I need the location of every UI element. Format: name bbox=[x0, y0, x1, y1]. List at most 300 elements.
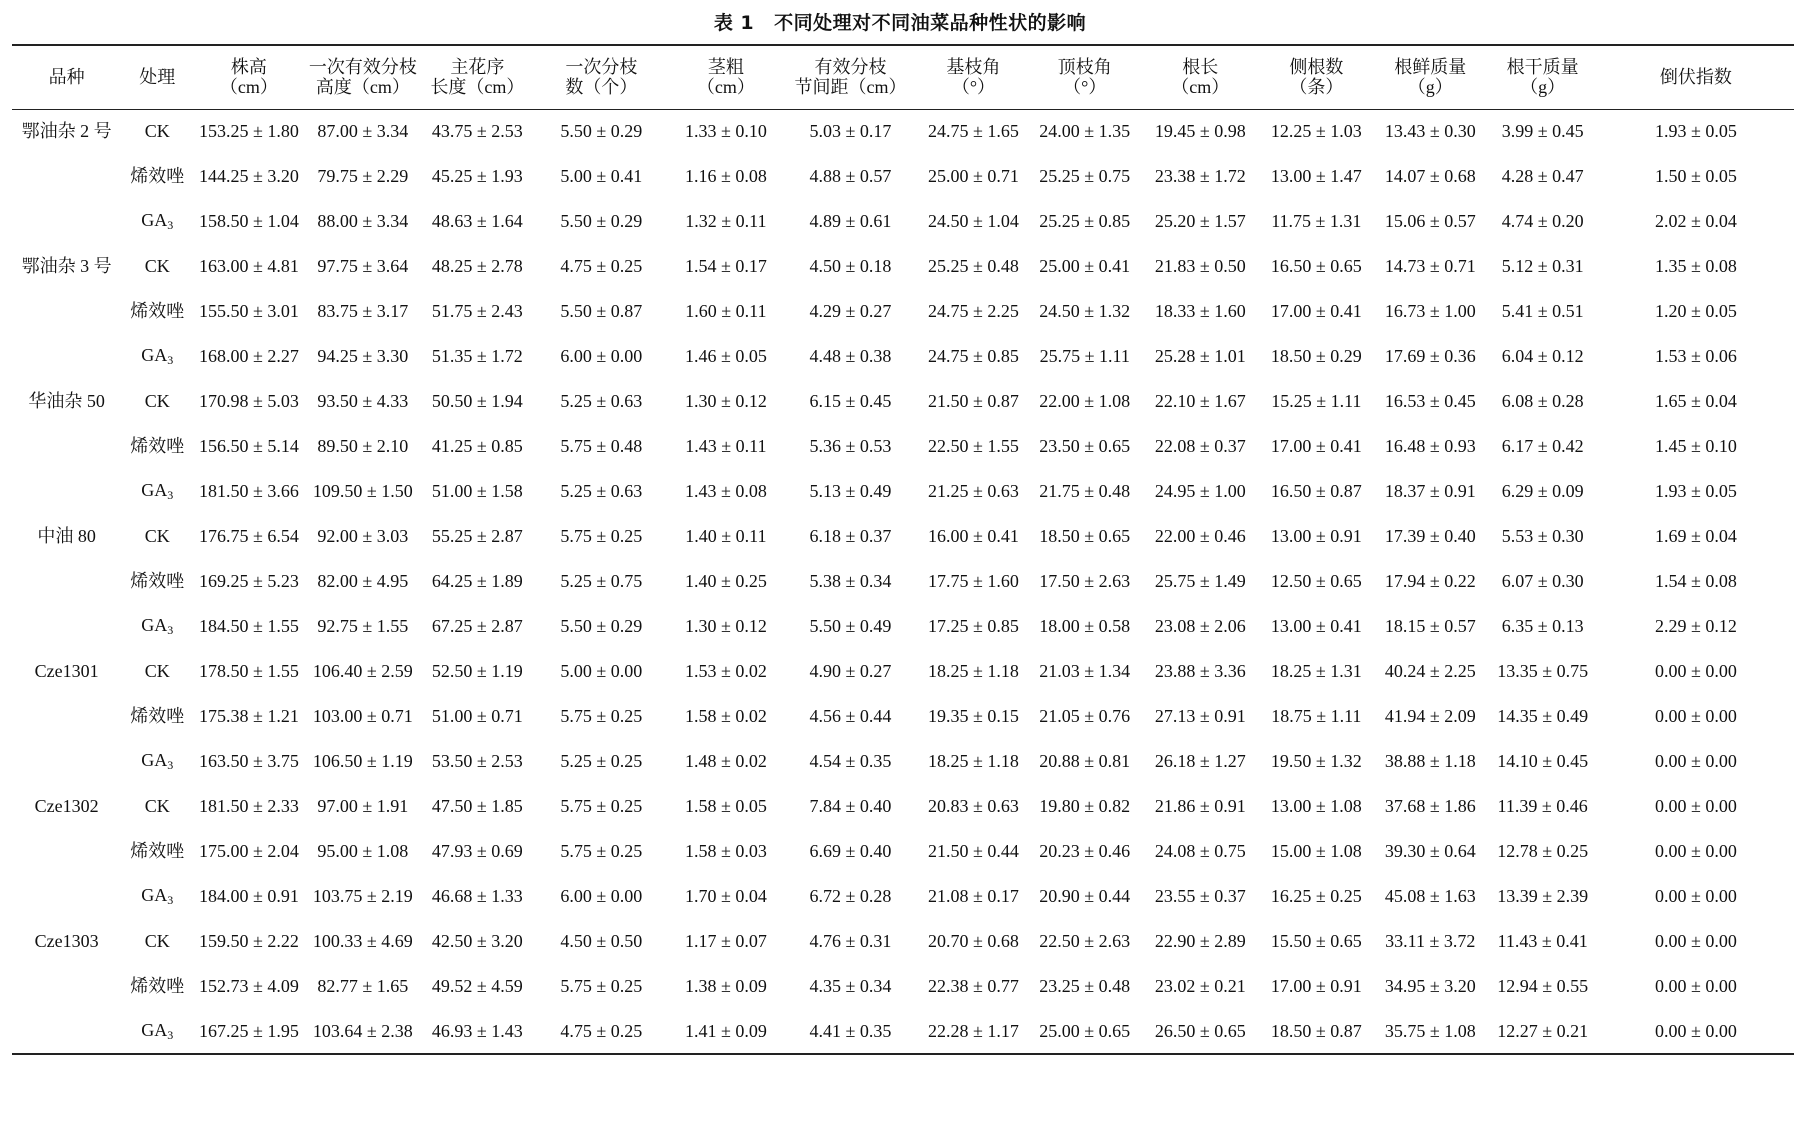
value-cell: 25.25 ± 0.75 bbox=[1039, 166, 1131, 187]
value-cell: 6.35 ± 0.13 bbox=[1501, 616, 1584, 637]
value-cell: 22.08 ± 0.37 bbox=[1154, 436, 1246, 457]
value-cell: 16.73 ± 1.00 bbox=[1384, 301, 1476, 322]
table-row bbox=[12, 514, 1794, 559]
value-cell: 1.46 ± 0.05 bbox=[684, 346, 767, 367]
value-cell: 0.00 ± 0.00 bbox=[1598, 1009, 1794, 1054]
value-cell: 184.50 ± 1.55 bbox=[198, 616, 299, 637]
value-cell: 16.25 ± 0.25 bbox=[1270, 886, 1362, 907]
value-cell: 0.00 ± 0.00 bbox=[1654, 661, 1737, 682]
value-cell: 5.50 ± 0.87 bbox=[560, 301, 643, 322]
value-cell: 21.08 ± 0.17 bbox=[927, 886, 1019, 907]
value-cell: 23.25 ± 0.48 bbox=[1039, 976, 1131, 997]
value-cell: 5.75 ± 0.25 bbox=[560, 841, 643, 862]
value-cell: 1.93 ± 0.05 bbox=[1654, 481, 1737, 502]
treatment-cell bbox=[121, 694, 193, 739]
table-row bbox=[12, 1009, 1794, 1054]
value-cell: 13.43 ± 0.30 bbox=[1384, 121, 1476, 142]
value-cell: 4.74 ± 0.20 bbox=[1501, 211, 1584, 232]
value-cell: 1.40 ± 0.11 bbox=[685, 526, 767, 547]
table-row bbox=[12, 784, 1794, 829]
col-root-dry-mass: 根干质量 （g） bbox=[1488, 45, 1598, 109]
value-cell: 4.28 ± 0.47 bbox=[1501, 166, 1584, 187]
col-branch-number: 一次分枝 数（个） bbox=[534, 45, 670, 109]
table-row bbox=[12, 244, 1794, 289]
value-cell: 48.63 ± 1.64 bbox=[431, 211, 523, 232]
value-cell: 2.02 ± 0.04 bbox=[1654, 211, 1737, 232]
value-cell: 19.80 ± 0.82 bbox=[1039, 796, 1131, 817]
value-cell: 17.75 ± 1.60 bbox=[927, 571, 1019, 592]
value-cell: 21.50 ± 0.44 bbox=[927, 841, 1019, 862]
value-cell: 1.70 ± 0.04 bbox=[684, 886, 767, 907]
value-cell: 15.25 ± 1.11 bbox=[1271, 391, 1362, 412]
treatment-cell bbox=[121, 289, 193, 334]
value-cell: 22.28 ± 1.17 bbox=[918, 1009, 1028, 1054]
value-cell: 17.00 ± 0.91 bbox=[1270, 976, 1362, 997]
value-cell: 97.75 ± 3.64 bbox=[317, 256, 409, 277]
value-cell: 83.75 ± 3.17 bbox=[317, 301, 409, 322]
value-cell: 25.28 ± 1.01 bbox=[1154, 346, 1246, 367]
treatment-cell bbox=[121, 874, 193, 919]
value-cell: 37.68 ± 1.86 bbox=[1384, 796, 1476, 817]
variety-cell bbox=[12, 334, 121, 379]
value-cell: 5.50 ± 0.49 bbox=[809, 616, 892, 637]
value-cell: 3.99 ± 0.45 bbox=[1501, 121, 1584, 142]
value-cell: 24.50 ± 1.32 bbox=[1039, 301, 1131, 322]
value-cell: 1.53 ± 0.06 bbox=[1654, 346, 1737, 367]
value-cell: 6.72 ± 0.28 bbox=[809, 886, 892, 907]
treatment-label: GA bbox=[141, 345, 168, 366]
value-cell: 23.88 ± 3.36 bbox=[1154, 661, 1246, 682]
value-cell: 22.38 ± 0.77 bbox=[927, 976, 1019, 997]
value-cell: 45.25 ± 1.93 bbox=[431, 166, 523, 187]
treatment-cell bbox=[121, 649, 193, 694]
value-cell: 6.18 ± 0.37 bbox=[809, 526, 892, 547]
value-cell: 2.29 ± 0.12 bbox=[1654, 616, 1737, 637]
value-cell: 13.39 ± 2.39 bbox=[1497, 886, 1589, 907]
table-row bbox=[12, 379, 1794, 424]
value-cell: 20.88 ± 0.81 bbox=[1039, 751, 1131, 772]
value-cell: 1.48 ± 0.02 bbox=[684, 751, 767, 772]
value-cell: 5.53 ± 0.30 bbox=[1501, 526, 1584, 547]
col-root-fresh-mass: 根鲜质量 （g） bbox=[1373, 45, 1487, 109]
treatment-cell bbox=[121, 919, 193, 964]
value-cell: 25.00 ± 0.41 bbox=[1039, 256, 1131, 277]
treatment-label: CK bbox=[144, 526, 170, 547]
value-cell: 22.00 ± 0.46 bbox=[1154, 526, 1246, 547]
value-cell: 169.25 ± 5.23 bbox=[198, 571, 299, 592]
variety-cell bbox=[12, 469, 121, 514]
table-row bbox=[12, 334, 1794, 379]
traits-table bbox=[12, 44, 1794, 1055]
value-cell: 18.37 ± 0.91 bbox=[1384, 481, 1476, 502]
value-cell: 82.77 ± 1.65 bbox=[317, 976, 409, 997]
value-cell: 24.95 ± 1.00 bbox=[1154, 481, 1246, 502]
table-title: 不同处理对不同油菜品种性状的影响 bbox=[774, 12, 1087, 34]
value-cell: 1.45 ± 0.10 bbox=[1654, 436, 1737, 457]
value-cell: 0.00 ± 0.00 bbox=[1654, 931, 1737, 952]
value-cell: 47.93 ± 0.69 bbox=[431, 841, 523, 862]
table-row bbox=[12, 424, 1794, 469]
value-cell: 109.50 ± 1.50 bbox=[312, 481, 413, 502]
value-cell: 20.83 ± 0.63 bbox=[927, 796, 1019, 817]
value-cell: 4.50 ± 0.50 bbox=[560, 931, 643, 952]
value-cell: 26.50 ± 0.65 bbox=[1141, 1009, 1260, 1054]
value-cell: 1.16 ± 0.08 bbox=[684, 166, 767, 187]
value-cell: 1.53 ± 0.02 bbox=[684, 661, 767, 682]
treatment-cell bbox=[121, 1009, 193, 1054]
value-cell: 5.75 ± 0.25 bbox=[560, 796, 643, 817]
value-cell: 11.39 ± 0.46 bbox=[1497, 796, 1588, 817]
value-cell: 14.10 ± 0.45 bbox=[1497, 751, 1589, 772]
value-cell: 97.00 ± 1.91 bbox=[317, 796, 409, 817]
value-cell: 4.76 ± 0.31 bbox=[809, 931, 892, 952]
value-cell: 21.75 ± 0.48 bbox=[1039, 481, 1131, 502]
value-cell: 1.58 ± 0.02 bbox=[684, 706, 767, 727]
value-cell: 4.90 ± 0.27 bbox=[809, 661, 892, 682]
col-top-angle: 顶枝角 （°） bbox=[1029, 45, 1141, 109]
value-cell: 64.25 ± 1.89 bbox=[431, 571, 523, 592]
treatment-label: GA bbox=[141, 885, 168, 906]
value-cell: 175.00 ± 2.04 bbox=[198, 841, 299, 862]
treatment-label: 烯效唑 bbox=[130, 976, 185, 997]
treatment-label: CK bbox=[144, 796, 170, 817]
value-cell: 5.03 ± 0.17 bbox=[809, 121, 892, 142]
value-cell: 5.25 ± 0.75 bbox=[560, 571, 643, 592]
value-cell: 17.50 ± 2.63 bbox=[1039, 571, 1131, 592]
value-cell: 1.38 ± 0.09 bbox=[684, 976, 767, 997]
value-cell: 41.94 ± 2.09 bbox=[1384, 706, 1476, 727]
value-cell: 46.93 ± 1.43 bbox=[421, 1009, 533, 1054]
value-cell: 88.00 ± 3.34 bbox=[317, 211, 409, 232]
value-cell: 17.25 ± 0.85 bbox=[927, 616, 1019, 637]
value-cell: 33.11 ± 3.72 bbox=[1385, 931, 1476, 952]
value-cell: 13.35 ± 0.75 bbox=[1497, 661, 1589, 682]
value-cell: 168.00 ± 2.27 bbox=[198, 346, 299, 367]
value-cell: 18.25 ± 1.18 bbox=[927, 751, 1019, 772]
value-cell: 1.65 ± 0.04 bbox=[1654, 391, 1737, 412]
value-cell: 4.41 ± 0.35 bbox=[783, 1009, 919, 1054]
value-cell: 18.25 ± 1.18 bbox=[927, 661, 1019, 682]
treatment-label: GA bbox=[141, 750, 168, 771]
value-cell: 18.50 ± 0.65 bbox=[1039, 526, 1131, 547]
value-cell: 100.33 ± 4.69 bbox=[312, 931, 413, 952]
value-cell: 6.04 ± 0.12 bbox=[1501, 346, 1584, 367]
treatment-cell bbox=[121, 829, 193, 874]
value-cell: 34.95 ± 3.20 bbox=[1384, 976, 1476, 997]
col-lateral-roots: 侧根数 （条） bbox=[1260, 45, 1373, 109]
value-cell: 45.08 ± 1.63 bbox=[1384, 886, 1476, 907]
treatment-cell bbox=[121, 604, 193, 649]
value-cell: 13.00 ± 1.47 bbox=[1270, 166, 1362, 187]
value-cell: 92.00 ± 3.03 bbox=[317, 526, 409, 547]
value-cell: 13.00 ± 0.91 bbox=[1270, 526, 1362, 547]
value-cell: 181.50 ± 2.33 bbox=[198, 796, 299, 817]
value-cell: 1.60 ± 0.11 bbox=[685, 301, 767, 322]
value-cell: 16.53 ± 0.45 bbox=[1384, 391, 1476, 412]
value-cell: 21.25 ± 0.63 bbox=[927, 481, 1019, 502]
value-cell: 67.25 ± 2.87 bbox=[431, 616, 523, 637]
value-cell: 6.15 ± 0.45 bbox=[809, 391, 892, 412]
value-cell: 41.25 ± 0.85 bbox=[431, 436, 523, 457]
value-cell: 21.05 ± 0.76 bbox=[1039, 706, 1131, 727]
table-row bbox=[12, 469, 1794, 514]
table-row bbox=[12, 649, 1794, 694]
value-cell: 1.40 ± 0.25 bbox=[684, 571, 767, 592]
value-cell: 1.54 ± 0.08 bbox=[1654, 571, 1737, 592]
value-cell: 17.94 ± 0.22 bbox=[1384, 571, 1476, 592]
value-cell: 1.41 ± 0.09 bbox=[669, 1009, 782, 1054]
value-cell: 6.08 ± 0.28 bbox=[1501, 391, 1584, 412]
value-cell: 92.75 ± 1.55 bbox=[317, 616, 409, 637]
value-cell: 5.41 ± 0.51 bbox=[1501, 301, 1584, 322]
table-row bbox=[12, 559, 1794, 604]
value-cell: 24.08 ± 0.75 bbox=[1154, 841, 1246, 862]
value-cell: 4.75 ± 0.25 bbox=[560, 256, 643, 277]
value-cell: 5.12 ± 0.31 bbox=[1501, 256, 1584, 277]
value-cell: 16.50 ± 0.87 bbox=[1270, 481, 1362, 502]
value-cell: 4.89 ± 0.61 bbox=[809, 211, 892, 232]
value-cell: 18.33 ± 1.60 bbox=[1154, 301, 1246, 322]
col-internode: 有效分枝 节间距（cm） bbox=[783, 45, 919, 109]
value-cell: 14.07 ± 0.68 bbox=[1384, 166, 1476, 187]
table-row bbox=[12, 109, 1794, 154]
treatment-cell bbox=[121, 334, 193, 379]
value-cell: 18.50 ± 0.87 bbox=[1260, 1009, 1373, 1054]
table-header-row bbox=[12, 45, 1794, 109]
value-cell: 1.30 ± 0.12 bbox=[684, 616, 767, 637]
treatment-label: CK bbox=[144, 931, 170, 952]
value-cell: 82.00 ± 4.95 bbox=[317, 571, 409, 592]
value-cell: 17.39 ± 0.40 bbox=[1384, 526, 1476, 547]
value-cell: 21.83 ± 0.50 bbox=[1154, 256, 1246, 277]
value-cell: 0.00 ± 0.00 bbox=[1654, 751, 1737, 772]
value-cell: 6.00 ± 0.00 bbox=[560, 346, 643, 367]
table-number: 表 1 bbox=[713, 12, 755, 34]
value-cell: 24.50 ± 1.04 bbox=[927, 211, 1019, 232]
value-cell: 0.00 ± 0.00 bbox=[1654, 841, 1737, 862]
value-cell: 5.25 ± 0.25 bbox=[560, 751, 643, 772]
value-cell: 6.07 ± 0.30 bbox=[1501, 571, 1584, 592]
treatment-label: GA bbox=[141, 615, 168, 636]
value-cell: 6.69 ± 0.40 bbox=[809, 841, 892, 862]
value-cell: 5.75 ± 0.25 bbox=[560, 526, 643, 547]
value-cell: 5.38 ± 0.34 bbox=[809, 571, 892, 592]
col-treatment: 处理 bbox=[121, 45, 193, 109]
value-cell: 1.43 ± 0.11 bbox=[685, 436, 767, 457]
variety-cell: 华油杂 50 bbox=[28, 391, 105, 412]
value-cell: 23.50 ± 0.65 bbox=[1039, 436, 1131, 457]
value-cell: 4.35 ± 0.34 bbox=[809, 976, 892, 997]
variety-cell: 鄂油杂 3 号 bbox=[21, 256, 112, 277]
value-cell: 5.36 ± 0.53 bbox=[809, 436, 892, 457]
value-cell: 153.25 ± 1.80 bbox=[198, 121, 299, 142]
value-cell: 6.17 ± 0.42 bbox=[1501, 436, 1584, 457]
treatment-subscript: 3 bbox=[167, 758, 174, 773]
value-cell: 93.50 ± 4.33 bbox=[317, 391, 409, 412]
variety-cell bbox=[12, 154, 121, 199]
col-plant-height: 株高 （cm） bbox=[193, 45, 304, 109]
treatment-label: CK bbox=[144, 256, 170, 277]
value-cell: 14.35 ± 0.49 bbox=[1497, 706, 1589, 727]
value-cell: 25.75 ± 1.49 bbox=[1154, 571, 1246, 592]
value-cell: 167.25 ± 1.95 bbox=[193, 1009, 304, 1054]
col-stem-diameter: 茎粗 （cm） bbox=[669, 45, 782, 109]
value-cell: 15.50 ± 0.65 bbox=[1270, 931, 1362, 952]
variety-cell bbox=[12, 829, 121, 874]
value-cell: 4.50 ± 0.18 bbox=[809, 256, 892, 277]
value-cell: 51.35 ± 1.72 bbox=[431, 346, 523, 367]
value-cell: 178.50 ± 1.55 bbox=[198, 661, 299, 682]
value-cell: 176.75 ± 6.54 bbox=[198, 526, 299, 547]
variety-cell: 鄂油杂 2 号 bbox=[21, 121, 112, 142]
value-cell: 5.13 ± 0.49 bbox=[809, 481, 892, 502]
value-cell: 0.00 ± 0.00 bbox=[1654, 706, 1737, 727]
value-cell: 17.00 ± 0.41 bbox=[1270, 436, 1362, 457]
table-row bbox=[12, 919, 1794, 964]
value-cell: 79.75 ± 2.29 bbox=[317, 166, 409, 187]
variety-cell: Cze1301 bbox=[34, 661, 99, 682]
value-cell: 22.10 ± 1.67 bbox=[1154, 391, 1246, 412]
value-cell: 0.00 ± 0.00 bbox=[1654, 796, 1737, 817]
col-base-angle: 基枝角 （°） bbox=[918, 45, 1028, 109]
value-cell: 156.50 ± 5.14 bbox=[198, 436, 299, 457]
value-cell: 16.00 ± 0.41 bbox=[927, 526, 1019, 547]
value-cell: 1.50 ± 0.05 bbox=[1654, 166, 1737, 187]
value-cell: 184.00 ± 0.91 bbox=[198, 886, 299, 907]
value-cell: 1.32 ± 0.11 bbox=[685, 211, 767, 232]
value-cell: 181.50 ± 3.66 bbox=[198, 481, 299, 502]
value-cell: 14.73 ± 0.71 bbox=[1384, 256, 1476, 277]
value-cell: 163.50 ± 3.75 bbox=[198, 751, 299, 772]
value-cell: 25.20 ± 1.57 bbox=[1154, 211, 1246, 232]
col-variety: 品种 bbox=[12, 45, 121, 109]
value-cell: 51.00 ± 0.71 bbox=[431, 706, 523, 727]
table-row bbox=[12, 604, 1794, 649]
value-cell: 49.52 ± 4.59 bbox=[431, 976, 523, 997]
variety-cell bbox=[12, 1009, 121, 1054]
value-cell: 13.00 ± 1.08 bbox=[1270, 796, 1362, 817]
value-cell: 95.00 ± 1.08 bbox=[317, 841, 409, 862]
treatment-subscript: 3 bbox=[167, 488, 174, 503]
value-cell: 24.75 ± 0.85 bbox=[927, 346, 1019, 367]
table-row bbox=[12, 694, 1794, 739]
treatment-label: GA bbox=[141, 210, 168, 231]
value-cell: 11.75 ± 1.31 bbox=[1271, 211, 1362, 232]
value-cell: 20.23 ± 0.46 bbox=[1039, 841, 1131, 862]
value-cell: 23.02 ± 0.21 bbox=[1154, 976, 1246, 997]
variety-cell bbox=[12, 874, 121, 919]
value-cell: 5.50 ± 0.29 bbox=[560, 121, 643, 142]
treatment-cell bbox=[121, 964, 193, 1009]
value-cell: 43.75 ± 2.53 bbox=[431, 121, 523, 142]
value-cell: 5.25 ± 0.63 bbox=[560, 391, 643, 412]
value-cell: 25.25 ± 0.48 bbox=[927, 256, 1019, 277]
value-cell: 38.88 ± 1.18 bbox=[1384, 751, 1476, 772]
treatment-label: 烯效唑 bbox=[130, 706, 185, 727]
value-cell: 5.50 ± 0.29 bbox=[560, 616, 643, 637]
value-cell: 48.25 ± 2.78 bbox=[431, 256, 523, 277]
treatment-label: CK bbox=[144, 121, 170, 142]
value-cell: 103.75 ± 2.19 bbox=[312, 886, 413, 907]
value-cell: 15.06 ± 0.57 bbox=[1384, 211, 1476, 232]
variety-cell bbox=[12, 739, 121, 784]
value-cell: 1.69 ± 0.04 bbox=[1654, 526, 1737, 547]
value-cell: 19.45 ± 0.98 bbox=[1154, 121, 1246, 142]
value-cell: 5.75 ± 0.48 bbox=[560, 436, 643, 457]
variety-cell: Cze1303 bbox=[34, 931, 99, 952]
table-caption bbox=[0, 8, 1800, 35]
variety-cell: Cze1302 bbox=[34, 796, 99, 817]
treatment-subscript: 3 bbox=[167, 353, 174, 368]
value-cell: 1.58 ± 0.03 bbox=[684, 841, 767, 862]
col-lodging-index: 倒伏指数 bbox=[1598, 45, 1794, 109]
value-cell: 12.78 ± 0.25 bbox=[1497, 841, 1589, 862]
value-cell: 1.33 ± 0.10 bbox=[684, 121, 767, 142]
value-cell: 1.54 ± 0.17 bbox=[684, 256, 767, 277]
table-row bbox=[12, 154, 1794, 199]
value-cell: 144.25 ± 3.20 bbox=[198, 166, 299, 187]
value-cell: 1.93 ± 0.05 bbox=[1654, 121, 1737, 142]
value-cell: 39.30 ± 0.64 bbox=[1384, 841, 1476, 862]
treatment-cell bbox=[121, 469, 193, 514]
table-row bbox=[12, 829, 1794, 874]
value-cell: 158.50 ± 1.04 bbox=[198, 211, 299, 232]
value-cell: 4.54 ± 0.35 bbox=[809, 751, 892, 772]
value-cell: 23.38 ± 1.72 bbox=[1154, 166, 1246, 187]
value-cell: 7.84 ± 0.40 bbox=[809, 796, 892, 817]
value-cell: 5.75 ± 0.25 bbox=[560, 706, 643, 727]
value-cell: 19.50 ± 1.32 bbox=[1270, 751, 1362, 772]
value-cell: 23.08 ± 2.06 bbox=[1154, 616, 1246, 637]
value-cell: 16.48 ± 0.93 bbox=[1384, 436, 1476, 457]
treatment-label: CK bbox=[144, 661, 170, 682]
value-cell: 24.75 ± 1.65 bbox=[927, 121, 1019, 142]
treatment-cell bbox=[121, 244, 193, 289]
variety-cell bbox=[12, 604, 121, 649]
variety-cell bbox=[12, 964, 121, 1009]
value-cell: 106.40 ± 2.59 bbox=[312, 661, 413, 682]
value-cell: 47.50 ± 1.85 bbox=[431, 796, 523, 817]
value-cell: 0.00 ± 0.00 bbox=[1654, 976, 1737, 997]
value-cell: 1.35 ± 0.08 bbox=[1654, 256, 1737, 277]
value-cell: 19.35 ± 0.15 bbox=[927, 706, 1019, 727]
treatment-label: 烯效唑 bbox=[130, 166, 185, 187]
value-cell: 1.30 ± 0.12 bbox=[684, 391, 767, 412]
value-cell: 87.00 ± 3.34 bbox=[317, 121, 409, 142]
value-cell: 1.20 ± 0.05 bbox=[1654, 301, 1737, 322]
col-root-length: 根长 （cm） bbox=[1141, 45, 1260, 109]
value-cell: 21.03 ± 1.34 bbox=[1039, 661, 1131, 682]
value-cell: 5.75 ± 0.25 bbox=[560, 976, 643, 997]
value-cell: 1.58 ± 0.05 bbox=[684, 796, 767, 817]
value-cell: 46.68 ± 1.33 bbox=[431, 886, 523, 907]
treatment-label: GA bbox=[141, 1019, 168, 1040]
value-cell: 4.88 ± 0.57 bbox=[809, 166, 892, 187]
value-cell: 89.50 ± 2.10 bbox=[317, 436, 409, 457]
table-row bbox=[12, 289, 1794, 334]
value-cell: 55.25 ± 2.87 bbox=[431, 526, 523, 547]
value-cell: 12.50 ± 0.65 bbox=[1270, 571, 1362, 592]
value-cell: 25.00 ± 0.71 bbox=[927, 166, 1019, 187]
value-cell: 17.69 ± 0.36 bbox=[1384, 346, 1476, 367]
value-cell: 25.25 ± 0.85 bbox=[1039, 211, 1131, 232]
value-cell: 25.00 ± 0.65 bbox=[1029, 1009, 1141, 1054]
table-row bbox=[12, 739, 1794, 784]
variety-cell bbox=[12, 424, 121, 469]
treatment-cell bbox=[121, 109, 193, 154]
value-cell: 52.50 ± 1.19 bbox=[431, 661, 523, 682]
treatment-cell bbox=[121, 784, 193, 829]
